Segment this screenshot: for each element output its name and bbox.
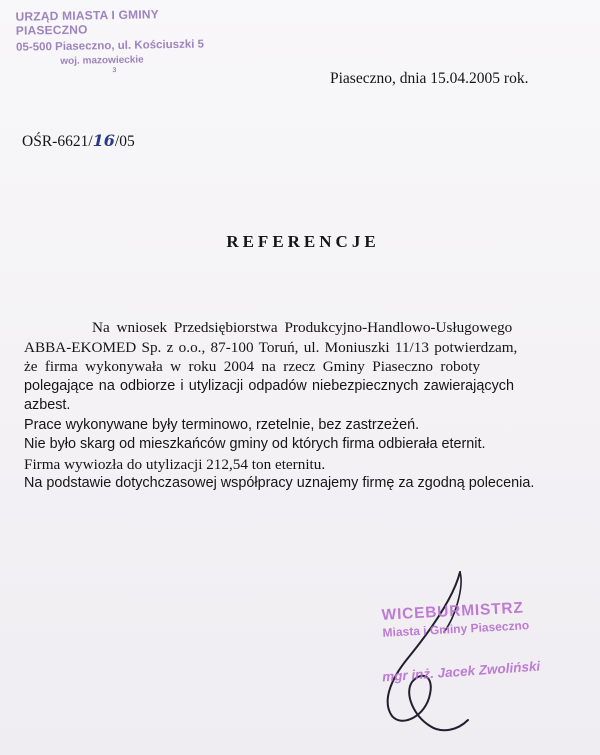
signatory-name-stamp: mgr inż. Jacek Zwoliński bbox=[381, 658, 541, 685]
body-line-text: Na wniosek Przedsiębiorstwa Produkcyjno-Handlowo-Usługowego bbox=[92, 319, 513, 336]
body-line: Firma wywiozła do utylizacji 212,54 ton eternitu. bbox=[24, 455, 326, 473]
document-title: REFERENCJE bbox=[226, 232, 380, 251]
office-stamp-line-4: 3 bbox=[112, 66, 117, 75]
reference-number bbox=[22, 131, 135, 151]
body-line bbox=[24, 357, 584, 377]
body-line bbox=[24, 338, 584, 358]
reference-handwritten-number: 16 bbox=[92, 131, 115, 150]
body-line: Na podstawie dotychczasowej współpracy uznajemy firmę za zgodną polecenia. bbox=[24, 475, 535, 491]
body-line-text: ABBA-EKOMED Sp. z o.o., 87-100 Toruń, ul. Moniuszki 11/13 potwierdzam, bbox=[24, 338, 518, 356]
body-line-text: że firma wykonywała w roku 2004 na rzecz Gminy Piaseczno roboty bbox=[24, 358, 481, 375]
body-line bbox=[24, 318, 584, 338]
office-stamp bbox=[15, 6, 216, 75]
body-line-text: polegające na odbiorze i utylizacji odpadów niebezpiecznych zawierających bbox=[24, 377, 514, 394]
office-stamp-line-1: URZĄD MIASTA I GMINY PIASECZNO bbox=[15, 7, 159, 38]
body-line bbox=[24, 396, 584, 416]
official-stamp-title: WICEBURMISTRZ bbox=[381, 599, 525, 624]
official-stamp bbox=[381, 599, 529, 640]
reference-suffix: /05 bbox=[114, 133, 135, 150]
paragraph-main bbox=[24, 318, 584, 416]
body-line: Nie było skarg od mieszkańców gminy od których firma odbierała eternit. bbox=[24, 436, 486, 452]
handwritten-signature bbox=[368, 566, 498, 742]
body-line-text: azbest. bbox=[24, 397, 71, 413]
body-line bbox=[24, 377, 584, 397]
body-line: Prace wykonywane były terminowo, rzetelnie, bez zastrzeżeń. bbox=[24, 416, 420, 433]
place-and-date: Piaseczno, dnia 15.04.2005 rok. bbox=[330, 70, 529, 87]
reference-prefix: OŚR-6621/ bbox=[22, 133, 93, 150]
document-body bbox=[24, 318, 584, 494]
office-stamp-line-2: 05-500 Piaseczno, ul. Kościuszki 5 bbox=[15, 38, 205, 54]
office-stamp-line-3: woj. mazowieckie bbox=[60, 54, 144, 67]
official-stamp-subtitle: Miasta i Gminy Piaseczno bbox=[382, 618, 530, 640]
